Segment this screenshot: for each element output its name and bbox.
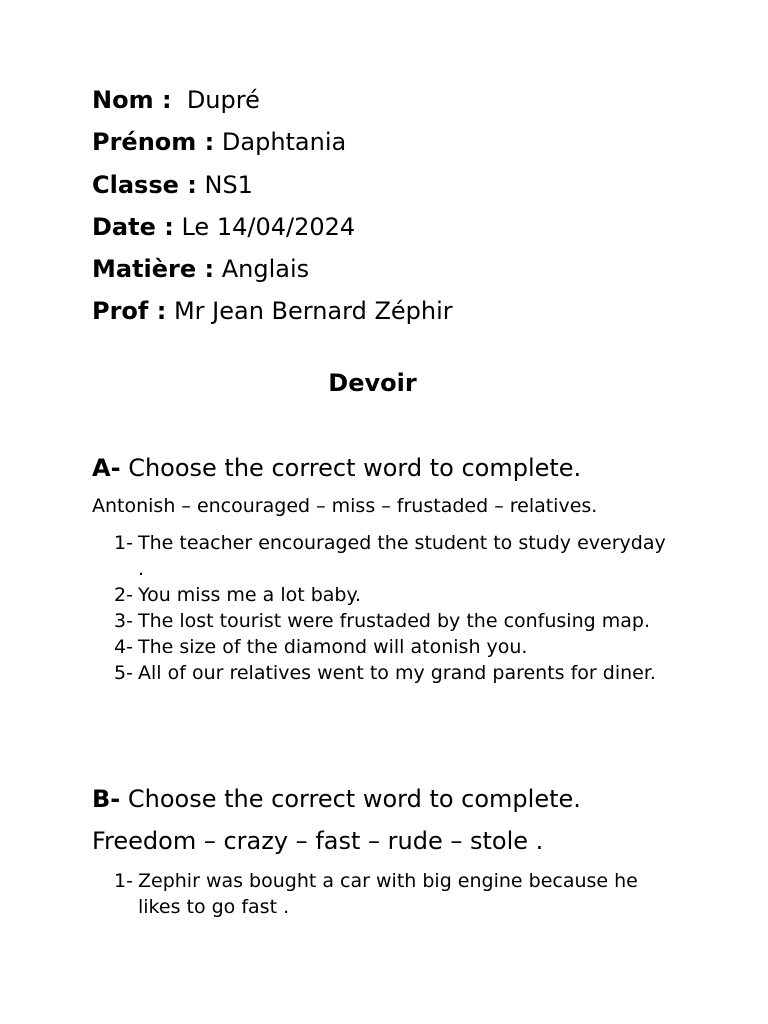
field-prenom: [92, 127, 346, 157]
list-item: [114, 868, 674, 920]
prenom-label: Prénom :: [92, 128, 215, 156]
nom-label: Nom :: [92, 86, 172, 114]
list-item: [114, 660, 674, 686]
field-prof: [92, 296, 453, 326]
section-a-instruction: Choose the correct word to complete.: [128, 454, 582, 482]
item-number: 3-: [114, 610, 133, 632]
item-text: The teacher encouraged the student to study everyday .: [138, 532, 666, 580]
section-a-word-list: Antonish – encouraged – miss – frustaded – relatives.: [92, 495, 598, 517]
item-text: The lost tourist were frustaded by the confusing map.: [138, 610, 650, 632]
prof-value: Mr Jean Bernard Zéphir: [173, 297, 453, 325]
field-nom: [92, 85, 260, 115]
field-date: [92, 212, 355, 242]
field-matiere: [92, 254, 309, 284]
section-a-questions: [114, 530, 674, 686]
item-text: All of our relatives went to my grand parents for diner.: [138, 662, 656, 684]
page-title: Devoir: [328, 369, 417, 397]
prof-label: Prof :: [92, 297, 167, 325]
classe-label: Classe :: [92, 171, 197, 199]
list-item: [114, 530, 674, 582]
item-number: 1-: [114, 870, 133, 892]
date-label: Date :: [92, 213, 174, 241]
item-number: 2-: [114, 584, 133, 606]
matiere-label: Matière :: [92, 255, 215, 283]
item-number: 1-: [114, 532, 133, 554]
section-b-letter: B-: [92, 785, 121, 813]
date-value: Le 14/04/2024: [181, 213, 356, 241]
item-text: The size of the diamond will atonish you.: [138, 636, 528, 658]
list-item: [114, 582, 674, 608]
item-number: 5-: [114, 662, 133, 684]
item-text: You miss me a lot baby.: [138, 584, 362, 606]
section-b-word-list: Freedom – crazy – fast – rude – stole .: [92, 827, 544, 855]
section-a-heading: [92, 453, 581, 483]
section-a-letter: A-: [92, 454, 121, 482]
nom-value: Dupré: [186, 86, 260, 114]
list-item: [114, 608, 674, 634]
classe-value: NS1: [204, 171, 253, 199]
section-b-questions: [114, 868, 674, 920]
section-b-instruction: Choose the correct word to complete.: [127, 785, 581, 813]
matiere-value: Anglais: [221, 255, 310, 283]
prenom-value: Daphtania: [221, 128, 347, 156]
field-classe: [92, 170, 253, 200]
list-item: [114, 634, 674, 660]
section-b-heading: [92, 784, 581, 814]
item-number: 4-: [114, 636, 133, 658]
item-text: Zephir was bought a car with big engine because he likes to go fast .: [138, 870, 638, 918]
